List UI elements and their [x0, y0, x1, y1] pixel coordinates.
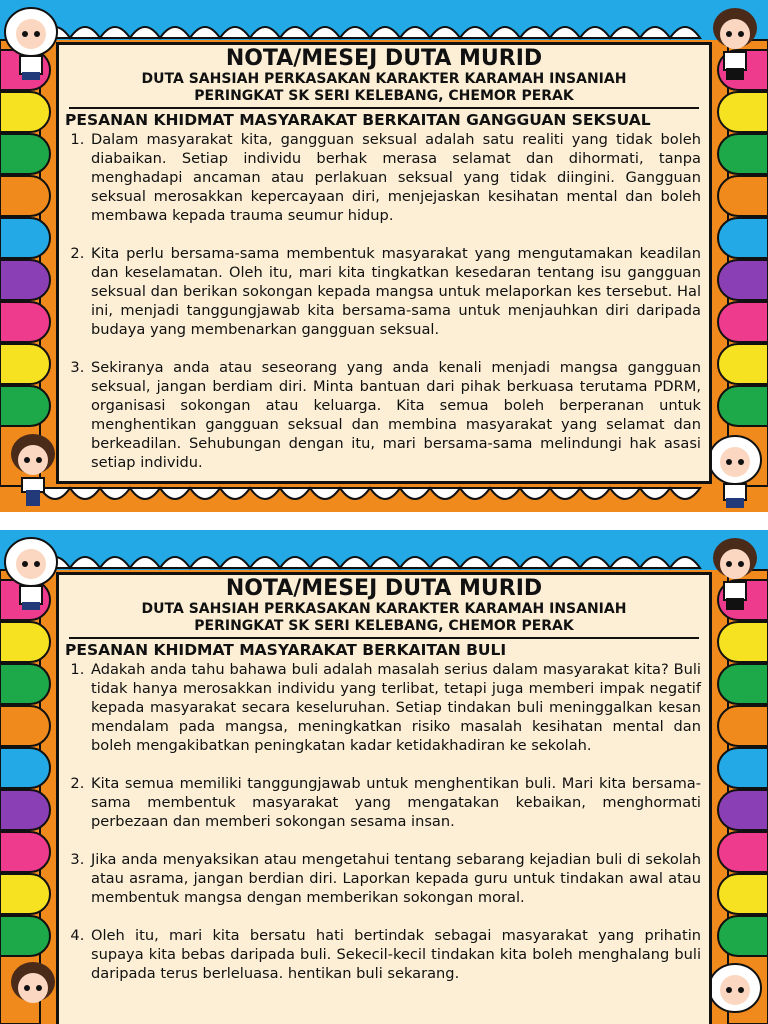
card-gap [0, 512, 768, 530]
girl-mascot-icon [706, 432, 764, 508]
girl-mascot-icon [2, 4, 60, 80]
girl-mascot-icon [2, 534, 60, 610]
section-heading: PESANAN KHIDMAT MASYARAKAT BERKAITAN GANGGUAN SEKSUAL [65, 111, 651, 129]
girl-mascot-icon [706, 960, 764, 1024]
notice-paper [56, 42, 712, 484]
boy-mascot-icon [4, 430, 62, 506]
subtitle: PERINGKAT SK SERI KELEBANG, CHEMOR PERAK [194, 88, 574, 104]
page-title: NOTA/MESEJ DUTA MURID [225, 46, 543, 71]
boy-mascot-icon [706, 534, 764, 610]
message-list [59, 130, 709, 472]
message-list [59, 660, 709, 983]
list-item: 2. Kita semua memiliki tanggungjawab untuk menghentikan buli. Mari kita bersama-sama membentuk masyarakat yang mengatakan kebaikan, menghormati perbezaan dan memberi sokongan sesama insan. [89, 774, 701, 831]
boy-mascot-icon [706, 4, 764, 80]
list-item: 2. Kita perlu bersama-sama membentuk masyarakat yang mengutamakan keadilan dan keselamatan. Oleh itu, mari kita tingkatkan kesedaran tentang isu gangguan seksual dan berikan sokongan kepada mangsa untuk melaporkan kes tersebut. Hal ini, menjadi tanggungjawab kita bersama-sama untuk menjauhkan diri daripada budaya yang membenarkan gangguan seksual. [89, 244, 701, 339]
section-heading: PESANAN KHIDMAT MASYARAKAT BERKAITAN BULI [65, 641, 507, 659]
page-title: NOTA/MESEJ DUTA MURID [225, 576, 543, 601]
list-item: 3. Sekiranya anda atau seseorang yang anda kenali menjadi mangsa gangguan seksual, jangan berdiam diri. Minta bantuan dari pihak berkuasa terutama PDRM, organisasi sokongan atau keluarga. Kita semua boleh berperanan untuk menghentikan gangguan seksual dan membina masyarakat yang selamat dan berkeadilan. Sehubungan dengan itu, mari bersama-sama melindungi hak asasi setiap individu. [89, 358, 701, 472]
subtitle: DUTA SAHSIAH PERKASAKAN KARAKTER KARAMAH INSANIAH [141, 601, 627, 617]
notice-card-2 [0, 530, 768, 1024]
list-item: 1. Adakah anda tahu bahawa buli adalah masalah serius dalam masyarakat kita? Buli tidak hanya merosakkan individu yang terlibat, tetapi juga memberi impak negatif kepada masyarakat secara keseluruhan. Setiap tindakan buli meninggalkan kesan mendalam pada mangsa, meningkatkan risiko masalah kesihatan mental dan boleh mengakibatkan peningkatan kadar ketidakhadiran ke sekolah. [89, 660, 701, 755]
subtitle: DUTA SAHSIAH PERKASAKAN KARAKTER KARAMAH INSANIAH [141, 71, 627, 87]
list-item: 4. Oleh itu, mari kita bersatu hati bertindak sebagai masyarakat yang prihatin supaya kita bebas daripada buli. Sekecil-kecil tindakan kita boleh menghalang buli daripada terus berleluasa. hentikan buli sekarang. [89, 926, 701, 983]
boy-mascot-icon [4, 958, 62, 1024]
list-item: 3. Jika anda menyaksikan atau mengetahui tentang sebarang kejadian buli di sekolah atau asrama, jangan berdian diri. Laporkan kepada guru untuk tindakan awal atau membentuk mangsa dengan memberikan sokongan moral. [89, 850, 701, 907]
subtitle: PERINGKAT SK SERI KELEBANG, CHEMOR PERAK [194, 618, 574, 634]
list-item: 1. Dalam masyarakat kita, gangguan seksual adalah satu realiti yang tidak boleh diabaikan. Setiap individu berhak merasa selamat dan dihormati, tanpa menghadapi ancaman atau perlakuan seksual yang tidak diingini. Gangguan seksual merosakkan kepercayaan diri, menjejaskan kesihatan mental dan boleh membawa kepada trauma seumur hidup. [89, 130, 701, 225]
notice-paper [56, 572, 712, 1024]
